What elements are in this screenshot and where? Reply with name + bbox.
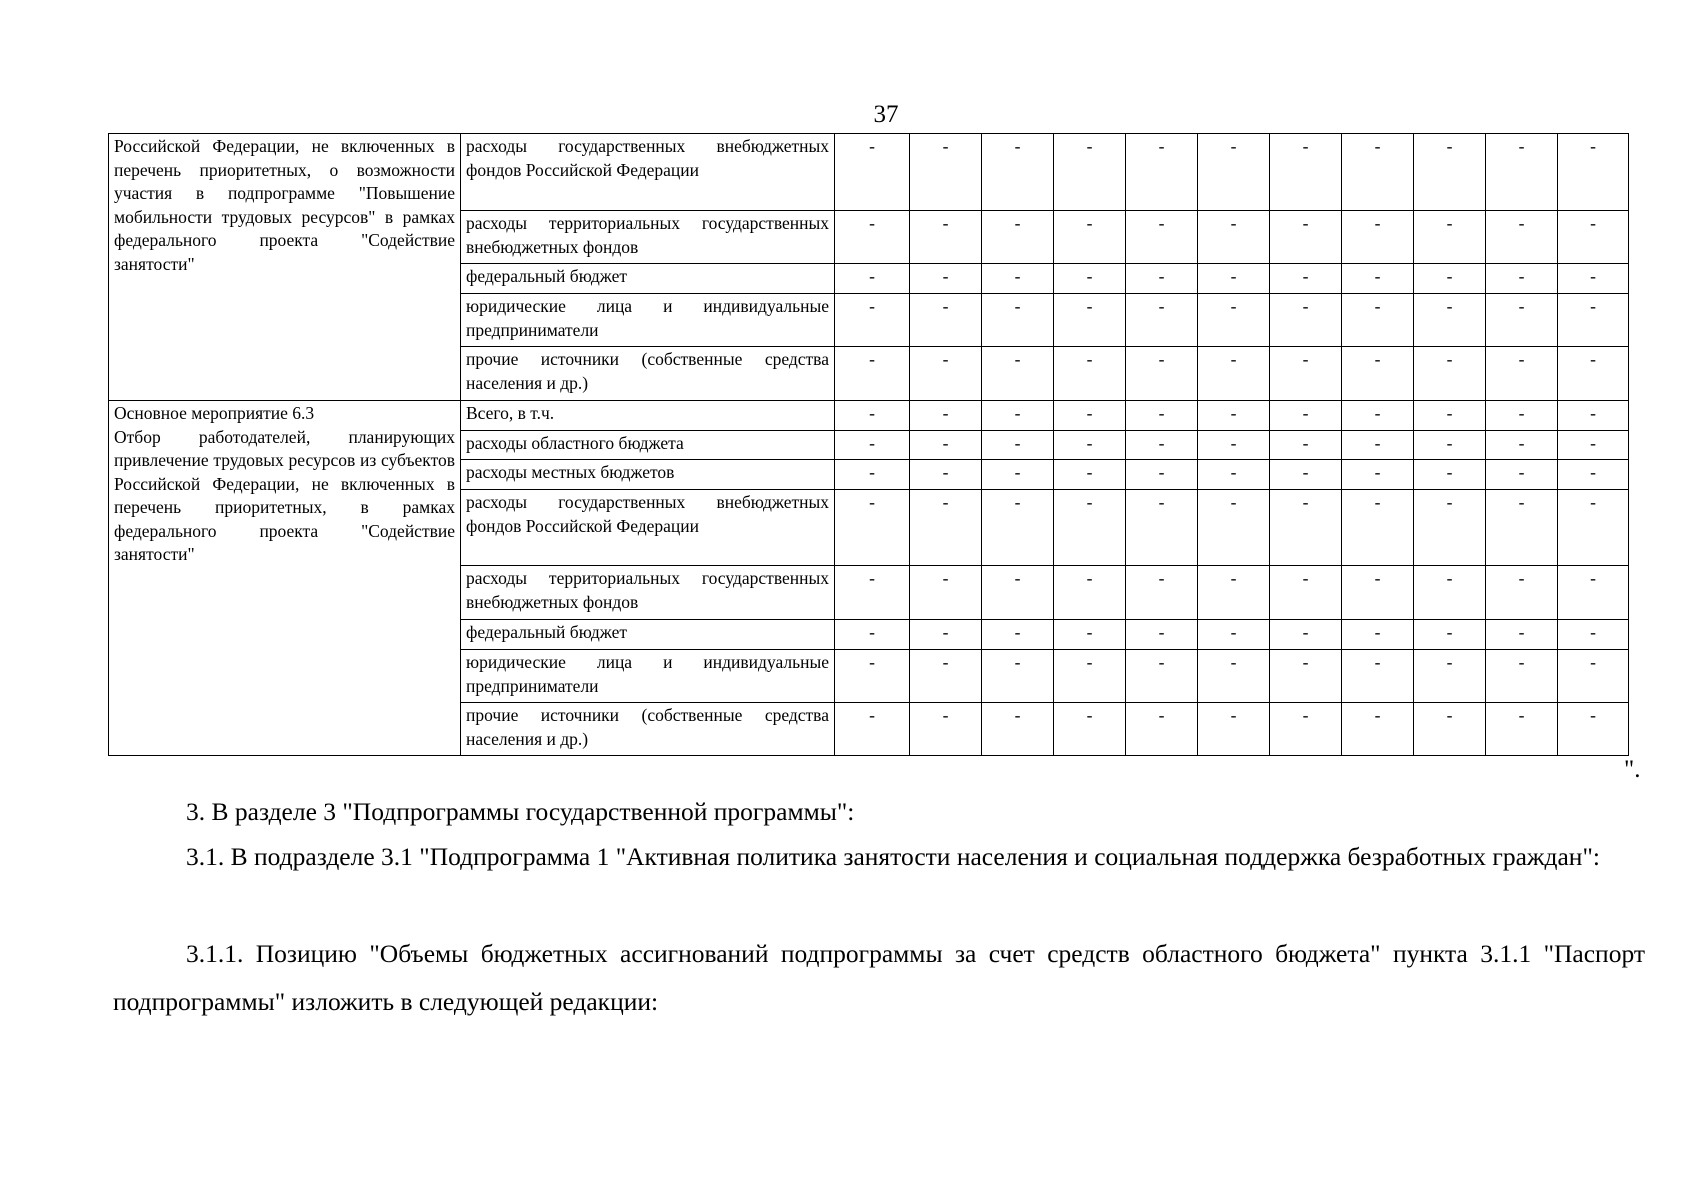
value-cell: -	[1270, 431, 1342, 460]
paragraph-text: 3.1. В подразделе 3.1 "Подпрограмма 1 "Активная политика занятости населения и социальная поддержка безработных граждан":	[186, 842, 1600, 871]
value-cell: -	[1054, 620, 1126, 650]
value-cell: -	[1414, 703, 1486, 756]
funding-source-cell: расходы территориальных государственных внебюджетных фондов	[461, 566, 835, 620]
value-cell: -	[1414, 460, 1486, 490]
value-cell: -	[1558, 401, 1629, 431]
value-cell: -	[1558, 566, 1629, 620]
value-cell: -	[1414, 294, 1486, 347]
value-cell: -	[1198, 347, 1270, 401]
value-cell: -	[1414, 347, 1486, 401]
value-cell: -	[835, 490, 910, 566]
value-cell: -	[910, 401, 982, 431]
value-cell: -	[1558, 703, 1629, 756]
table-row	[109, 134, 1629, 211]
value-cell: -	[1126, 134, 1198, 211]
paragraph-text: 3.1.1. Позицию "Объемы бюджетных ассигнований подпрограммы за счет средств областного бюджета" пункта 3.1.1 "Паспорт подпрограммы" изложить в следующей редакции:	[113, 939, 1645, 1016]
value-cell: -	[910, 134, 982, 211]
value-cell: -	[1126, 401, 1198, 431]
value-cell: -	[982, 566, 1054, 620]
event-description: Российской Федерации, не включенных в перечень приоритетных, о возможности участия в подпрограмме "Повышение мобильности трудовых ресурсов" в рамках федерального проекта "Содействие занятости"	[114, 136, 455, 274]
value-cell: -	[982, 211, 1054, 264]
value-cell: -	[1126, 703, 1198, 756]
event-name-cell	[109, 134, 461, 401]
value-cell: -	[1270, 401, 1342, 431]
value-cell: -	[1558, 347, 1629, 401]
value-cell: -	[982, 294, 1054, 347]
paragraph-section-3	[113, 788, 1645, 836]
value-cell: -	[1486, 650, 1558, 703]
value-cell: -	[1198, 134, 1270, 211]
funding-source-cell: юридические лица и индивидуальные предприниматели	[461, 650, 835, 703]
value-cell: -	[1054, 431, 1126, 460]
value-cell: -	[1054, 650, 1126, 703]
value-cell: -	[1054, 347, 1126, 401]
value-cell: -	[1486, 490, 1558, 566]
value-cell: -	[910, 566, 982, 620]
value-cell: -	[910, 650, 982, 703]
value-cell: -	[982, 650, 1054, 703]
table-row	[109, 401, 1629, 431]
event-name-cell	[109, 401, 461, 756]
value-cell: -	[1054, 490, 1126, 566]
value-cell: -	[835, 211, 910, 264]
value-cell: -	[1486, 703, 1558, 756]
value-cell: -	[1342, 490, 1414, 566]
value-cell: -	[1198, 460, 1270, 490]
value-cell: -	[1270, 347, 1342, 401]
value-cell: -	[1486, 401, 1558, 431]
value-cell: -	[1486, 211, 1558, 264]
value-cell: -	[1486, 347, 1558, 401]
value-cell: -	[1270, 703, 1342, 756]
value-cell: -	[1126, 490, 1198, 566]
value-cell: -	[982, 264, 1054, 294]
value-cell: -	[835, 650, 910, 703]
value-cell: -	[1414, 401, 1486, 431]
funding-source-cell: прочие источники (собственные средства населения и др.)	[461, 703, 835, 756]
value-cell: -	[1342, 347, 1414, 401]
value-cell: -	[1126, 620, 1198, 650]
value-cell: -	[1486, 264, 1558, 294]
value-cell: -	[1126, 431, 1198, 460]
funding-source-cell: федеральный бюджет	[461, 264, 835, 294]
value-cell: -	[1558, 490, 1629, 566]
value-cell: -	[1558, 650, 1629, 703]
value-cell: -	[982, 431, 1054, 460]
value-cell: -	[1342, 566, 1414, 620]
value-cell: -	[910, 431, 982, 460]
value-cell: -	[835, 566, 910, 620]
value-cell: -	[1414, 134, 1486, 211]
value-cell: -	[1558, 211, 1629, 264]
value-cell: -	[1414, 211, 1486, 264]
value-cell: -	[1198, 650, 1270, 703]
value-cell: -	[1486, 566, 1558, 620]
value-cell: -	[1054, 566, 1126, 620]
value-cell: -	[835, 264, 910, 294]
value-cell: -	[1558, 431, 1629, 460]
value-cell: -	[1198, 703, 1270, 756]
value-cell: -	[910, 264, 982, 294]
value-cell: -	[982, 703, 1054, 756]
closing-quote: ".	[1624, 756, 1641, 783]
value-cell: -	[1414, 566, 1486, 620]
value-cell: -	[1270, 566, 1342, 620]
value-cell: -	[835, 460, 910, 490]
funding-source-cell: расходы государственных внебюджетных фондов Российской Федерации	[461, 490, 835, 566]
value-cell: -	[910, 347, 982, 401]
event-title: Основное мероприятие 6.3	[114, 403, 315, 423]
value-cell: -	[1342, 650, 1414, 703]
value-cell: -	[1198, 566, 1270, 620]
value-cell: -	[982, 460, 1054, 490]
value-cell: -	[835, 703, 910, 756]
value-cell: -	[1342, 401, 1414, 431]
funding-source-cell: расходы государственных внебюджетных фондов Российской Федерации	[461, 134, 835, 211]
value-cell: -	[910, 211, 982, 264]
value-cell: -	[1054, 401, 1126, 431]
value-cell: -	[910, 294, 982, 347]
value-cell: -	[1126, 566, 1198, 620]
value-cell: -	[1054, 703, 1126, 756]
value-cell: -	[1198, 264, 1270, 294]
funding-source-cell: федеральный бюджет	[461, 620, 835, 650]
value-cell: -	[1342, 264, 1414, 294]
value-cell: -	[1342, 211, 1414, 264]
value-cell: -	[1342, 134, 1414, 211]
value-cell: -	[835, 347, 910, 401]
value-cell: -	[1486, 431, 1558, 460]
funding-source-cell: Всего, в т.ч.	[461, 401, 835, 431]
value-cell: -	[1270, 460, 1342, 490]
value-cell: -	[910, 703, 982, 756]
value-cell: -	[835, 431, 910, 460]
value-cell: -	[1054, 134, 1126, 211]
value-cell: -	[1126, 294, 1198, 347]
value-cell: -	[1342, 294, 1414, 347]
funding-source-cell: расходы местных бюджетов	[461, 460, 835, 490]
value-cell: -	[1414, 431, 1486, 460]
value-cell: -	[1486, 460, 1558, 490]
value-cell: -	[1342, 620, 1414, 650]
value-cell: -	[1198, 431, 1270, 460]
value-cell: -	[1126, 650, 1198, 703]
value-cell: -	[1270, 650, 1342, 703]
value-cell: -	[1558, 264, 1629, 294]
value-cell: -	[982, 134, 1054, 211]
value-cell: -	[982, 490, 1054, 566]
value-cell: -	[1486, 620, 1558, 650]
budget-table	[108, 133, 1629, 756]
value-cell: -	[1126, 347, 1198, 401]
funding-source-cell: расходы территориальных государственных внебюджетных фондов	[461, 211, 835, 264]
value-cell: -	[1054, 211, 1126, 264]
value-cell: -	[835, 134, 910, 211]
funding-source-cell: юридические лица и индивидуальные предприниматели	[461, 294, 835, 347]
value-cell: -	[835, 294, 910, 347]
value-cell: -	[1198, 294, 1270, 347]
value-cell: -	[1414, 264, 1486, 294]
value-cell: -	[1270, 294, 1342, 347]
value-cell: -	[1558, 134, 1629, 211]
paragraph-item-3-1-1	[113, 930, 1645, 1026]
value-cell: -	[1270, 490, 1342, 566]
funding-source-cell: прочие источники (собственные средства населения и др.)	[461, 347, 835, 401]
value-cell: -	[1414, 650, 1486, 703]
value-cell: -	[1270, 264, 1342, 294]
value-cell: -	[835, 401, 910, 431]
value-cell: -	[1126, 211, 1198, 264]
value-cell: -	[1486, 134, 1558, 211]
value-cell: -	[1342, 431, 1414, 460]
value-cell: -	[982, 401, 1054, 431]
value-cell: -	[1126, 460, 1198, 490]
paragraph-subsection-3-1	[113, 833, 1645, 881]
value-cell: -	[1414, 620, 1486, 650]
budget-table-body	[109, 134, 1629, 756]
event-description: Отбор работодателей, планирующих привлечение трудовых ресурсов из субъектов Российской Федерации, не включенных в перечень приоритетных, в рамках федерального проекта "Содействие занятости"	[114, 426, 455, 564]
value-cell: -	[982, 347, 1054, 401]
page-number: 37	[873, 101, 899, 128]
value-cell: -	[835, 620, 910, 650]
value-cell: -	[1198, 211, 1270, 264]
value-cell: -	[1198, 620, 1270, 650]
value-cell: -	[1126, 264, 1198, 294]
value-cell: -	[910, 490, 982, 566]
value-cell: -	[1486, 294, 1558, 347]
paragraph-text: 3. В разделе 3 "Подпрограммы государственной программы":	[186, 797, 855, 826]
value-cell: -	[1342, 703, 1414, 756]
value-cell: -	[910, 460, 982, 490]
value-cell: -	[1054, 294, 1126, 347]
value-cell: -	[1270, 134, 1342, 211]
value-cell: -	[982, 620, 1054, 650]
value-cell: -	[1198, 401, 1270, 431]
value-cell: -	[1054, 460, 1126, 490]
value-cell: -	[1558, 620, 1629, 650]
value-cell: -	[910, 620, 982, 650]
value-cell: -	[1558, 294, 1629, 347]
value-cell: -	[1558, 460, 1629, 490]
value-cell: -	[1054, 264, 1126, 294]
value-cell: -	[1414, 490, 1486, 566]
value-cell: -	[1270, 620, 1342, 650]
funding-source-cell: расходы областного бюджета	[461, 431, 835, 460]
value-cell: -	[1270, 211, 1342, 264]
value-cell: -	[1342, 460, 1414, 490]
value-cell: -	[1198, 490, 1270, 566]
